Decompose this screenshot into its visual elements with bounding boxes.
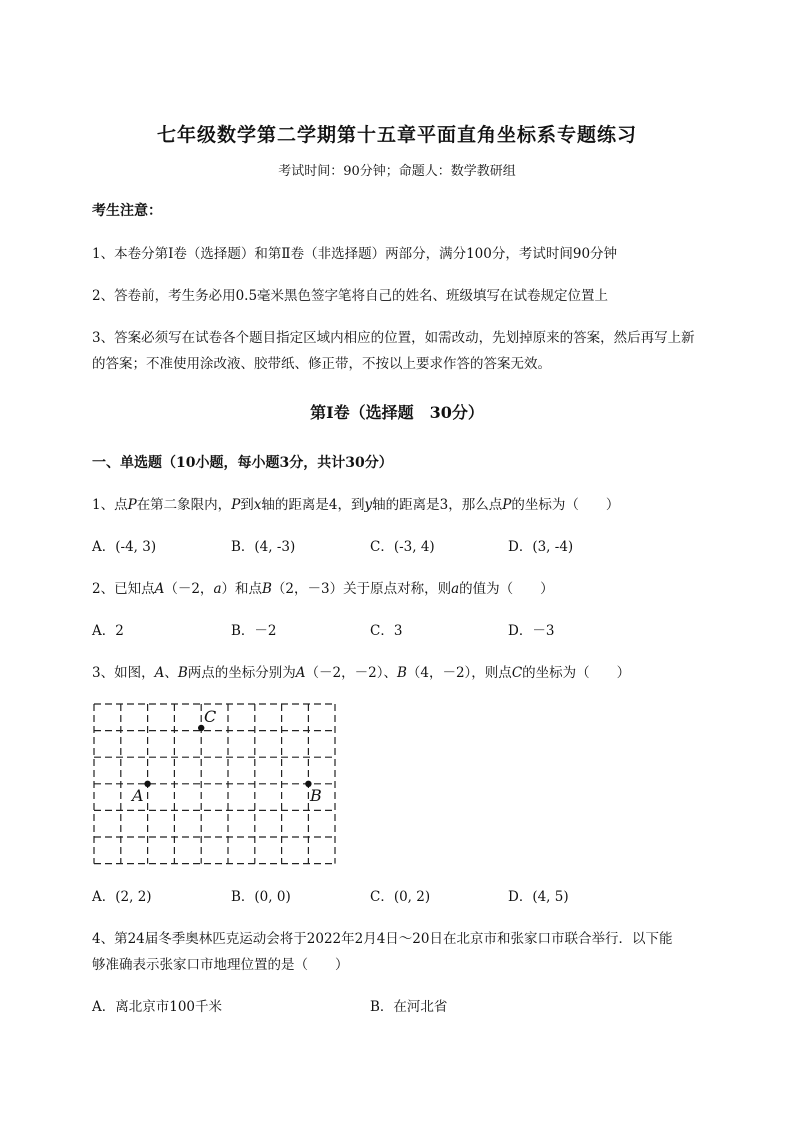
option-d[interactable]: D．－3 [508,623,555,639]
option-d[interactable]: D．(4, 5) [508,889,569,905]
option-b[interactable]: B．－2 [231,623,277,639]
point-a [144,781,150,787]
notice-item: 2、答卷前，考生务必用0.5毫米黑色签字笔将自己的姓名、班级填写在试卷规定位置上 [92,288,609,304]
grid-figure [90,700,340,866]
question-4-stem: 4、第24届冬季奥林匹克运动会将于2022年2月4日～20日在北京市和张家口市联合举行．以下能 [92,931,673,947]
option-b[interactable]: B．(0, 0) [231,889,291,905]
label-b: B [310,786,322,805]
notice-item: 的答案；不准使用涂改液、胶带纸、修正带，不按以上要求作答的答案无效。 [92,356,551,372]
question-4-stem-cont: 够准确表示张家口市地理位置的是（ ） [92,957,349,973]
dashed-grid [94,704,335,864]
question-3-stem: 3、如图，A、B两点的坐标分别为A（－2，－2）、B（4，－2），则点C的坐标为（ ） [92,665,631,681]
option-c[interactable]: C．3 [370,623,403,639]
part-heading: 一、单选题（10小题，每小题3分，共计30分） [92,455,393,471]
question-2-stem: 2、已知点A（－2，a）和点B（2，－3）关于原点对称，则a的值为（ ） [92,581,554,597]
notice-item: 1、本卷分第I卷（选择题）和第Ⅱ卷（非选择题）两部分，满分100分，考试时间90分钟 [92,246,618,262]
option-a[interactable]: A．(2, 2) [92,889,152,905]
label-a: A [132,786,144,805]
option-a[interactable]: A．2 [92,623,124,639]
exam-info: 考试时间：90分钟；命题人：数学教研组 [278,164,516,179]
option-b[interactable]: B．在河北省 [370,999,448,1015]
question-1-stem: 1、点P在第二象限内，P到x轴的距离是4，到y轴的距离是3，那么点P的坐标为（ ） [92,497,620,513]
section-title: 第I卷（选择题 30分） [310,403,484,422]
notice-heading: 考生注意： [92,203,162,219]
option-b[interactable]: B．(4, -3) [231,539,296,555]
notice-item: 3、答案必须写在试卷各个题目指定区域内相应的位置，如需改动，先划掉原来的答案，然后再写上新 [92,330,695,346]
option-c[interactable]: C．(-3, 4) [370,539,435,555]
label-c: C [204,707,217,726]
page-title: 七年级数学第二学期第十五章平面直角坐标系专题练习 [156,124,637,146]
option-a[interactable]: A．离北京市100千米 [92,999,223,1015]
option-d[interactable]: D．(3, -4) [508,539,574,555]
option-c[interactable]: C．(0, 2) [370,889,431,905]
option-a[interactable]: A．(-4, 3) [92,539,157,555]
